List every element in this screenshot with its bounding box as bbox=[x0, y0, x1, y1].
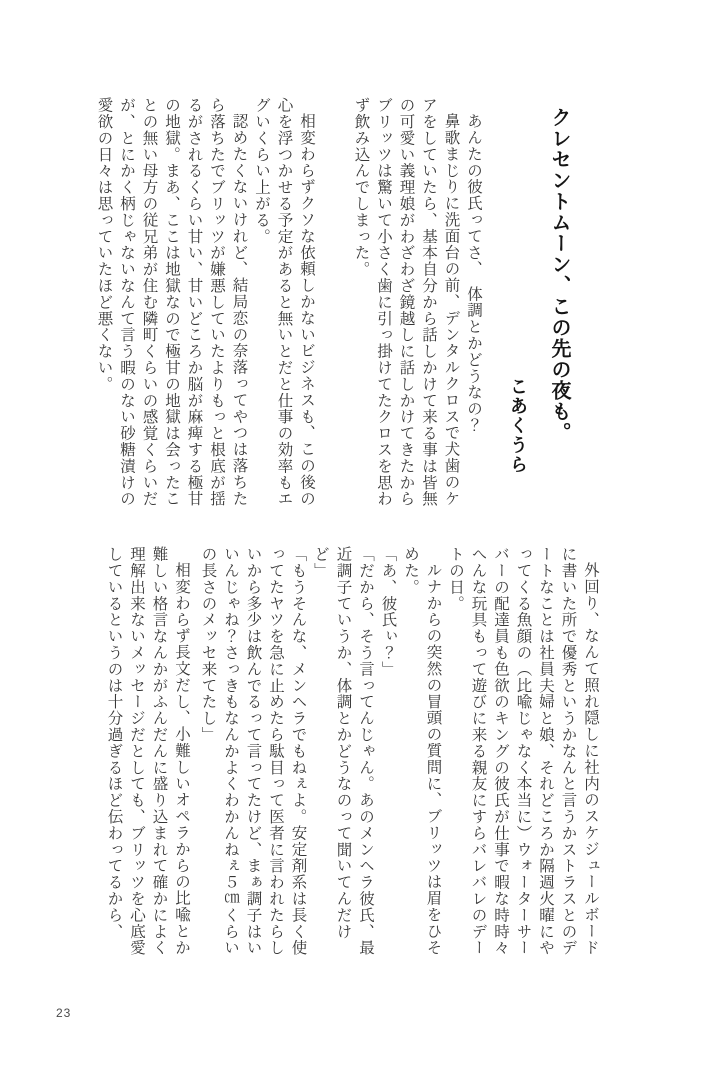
paragraph: 相変わらずクソな依頼しかないビジネスも、この後の心を浮つかせる予定があると無いとだと仕事の効率もエグいくらい上がる。 bbox=[253, 97, 315, 507]
paragraph: 鼻歌まじりに洗面台の前、デンタルクロスで犬歯のケアをしていたら、基本自分から話しかけて来る事は皆無の可愛い義理娘がわざわざ鏡越しに話しかけてきたからブリッツは驚いて小さく歯に引っ掛けてたクロスを思わず飲み込んでしまった。 bbox=[352, 97, 460, 507]
paragraph: 外回り、なんて照れ隠しに社内のスケジュールボードに書いた所で優秀というかなんと言うかストラスとのデートなことは社員夫婦と娘、それどころか隔週火曜にやってくる魚顔の（比喩じゃなく本当に）ウォーターサーバーの配達員も色欲のキングの彼氏が仕事で暇な時時々へんな玩具もって遊びに来る親友にすらバレバレのデートの日。 bbox=[447, 546, 599, 956]
author-name: こあくうら bbox=[508, 377, 528, 475]
paragraph-dialogue: 「もうそんな、メンヘラでもねぇよ。安定剤系は長く使ってたヤツを急に止めたら駄目って医者に言われたらしいから多少は飲んでるって言ってたけど、まぁ調子はいいんじゃね？さっきもなんかよくわかんねぇ５㎝くらいの長さのメッセ来てたし」 bbox=[199, 546, 307, 956]
paragraph-dialogue: 「あ、彼氏ぃ？」 bbox=[379, 546, 397, 678]
paragraph: ルナからの突然の冒頭の質問に、ブリッツは眉をひそめた。 bbox=[402, 546, 442, 956]
story-title: クレセントムーン、この先の夜も。 bbox=[548, 107, 570, 443]
paragraph: 相変わらず長文だし、小難しいオペラからの比喩とか難しい格言なんかがふんだんに盛り込まれて確かによく理解出来ないメッセージだとしても、ブリッツを心底愛しているというのは十分過ぎるほど伝わってるから、 bbox=[105, 546, 190, 956]
lower-text-block bbox=[81, 546, 601, 960]
paragraph: 認めたくないけれど、結局恋の奈落ってやつは落ちたら落ちたでブリッツが嫌悪していたよりもっと根底が揺るがされるくらい甘い、甘いどころか脳が麻痺する極甘の地獄。まあ、ここは地獄なので極甘の地獄は会ったことの無い母方の従兄弟が住む隣町くらいの感覚くらいだが、とにかく柄じゃないなんて言う暇のない砂糖漬けの愛欲の日々は思っていたほど悪くない。 bbox=[95, 97, 248, 507]
upper-text-block bbox=[64, 97, 484, 511]
paragraph: あんたの彼氏ってさ、 体調とかどうなの？ bbox=[465, 112, 482, 433]
paragraph-dialogue: 「だから、そう言ってんじゃん。あのメンヘラ彼氏、最近調子ていうか、体調とかどうなのって聞いてんだけど」 bbox=[312, 546, 374, 956]
page-number: 23 bbox=[56, 1006, 72, 1020]
